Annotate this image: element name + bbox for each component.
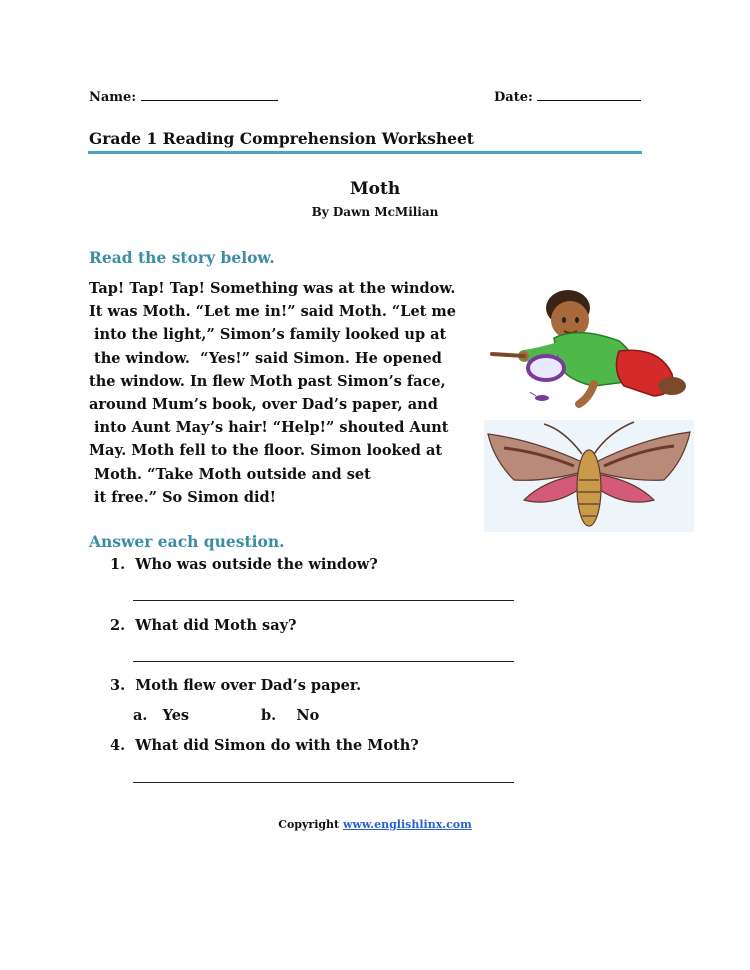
story-line: May. Moth fell to the floor. Simon looked at [89,442,443,460]
copyright-label: Copyright [278,818,340,831]
story-line: into the light,” Simon’s family looked up at [89,326,447,344]
answer-line-2[interactable] [133,661,514,662]
story-line: Moth. “Take Moth outside and set [89,465,371,483]
question-text: Moth flew over Dad’s paper. [135,677,362,694]
question-number: 2. [110,617,126,634]
choice-letter: b. [261,707,277,724]
story-line: Tap! Tap! Tap! Something was at the window. [89,280,456,297]
question-4 [110,737,419,754]
story-line: around Mum’s book, over Dad’s paper, and [89,396,438,414]
question-text: What did Simon do with the Moth? [135,737,419,754]
question-number: 1. [110,556,126,573]
story-line: It was Moth. “Let me in!” said Moth. “Let me [89,303,456,321]
question-3 [110,677,361,694]
boy-with-magnifier-illustration [484,286,694,414]
choice-text: Yes [162,707,190,724]
story-line: it free.” So Simon did! [89,488,276,506]
story-text [89,277,469,509]
choice-a[interactable] [133,707,189,724]
story-author: By Dawn McMilian [311,205,439,219]
question-2 [110,617,297,634]
story-line: into Aunt May’s hair! “Help!” shouted Aunt [89,419,449,437]
story-line: the window. In flew Moth past Simon’s face, [89,372,446,390]
date-label: Date: [494,90,533,105]
question-number: 4. [110,737,126,754]
question-text: Who was outside the window? [135,556,378,573]
question-number: 3. [110,677,126,694]
choice-letter: a. [133,707,148,724]
question-1 [110,556,378,573]
story-title: Moth [349,179,401,199]
name-field [89,90,278,105]
answer-line-4[interactable] [133,782,514,783]
website-link[interactable]: www.englishlinx.com [342,818,472,831]
footer [0,818,750,831]
header-divider [88,151,642,154]
worksheet-subtitle: Grade 1 Reading Comprehension Worksheet [89,129,474,148]
answer-line-1[interactable] [133,600,514,601]
date-input-line[interactable] [537,100,641,101]
story-line: the window. “Yes!” said Simon. He opened [89,349,442,367]
name-label: Name: [89,90,137,105]
name-input-line[interactable] [141,100,278,101]
choice-text: No [296,707,320,724]
moth-illustration [484,420,694,532]
choice-b[interactable] [261,707,319,724]
question-text: What did Moth say? [135,617,297,634]
questions-heading: Answer each question. [89,532,285,551]
date-field [494,90,641,105]
story-heading: Read the story below. [89,248,275,267]
